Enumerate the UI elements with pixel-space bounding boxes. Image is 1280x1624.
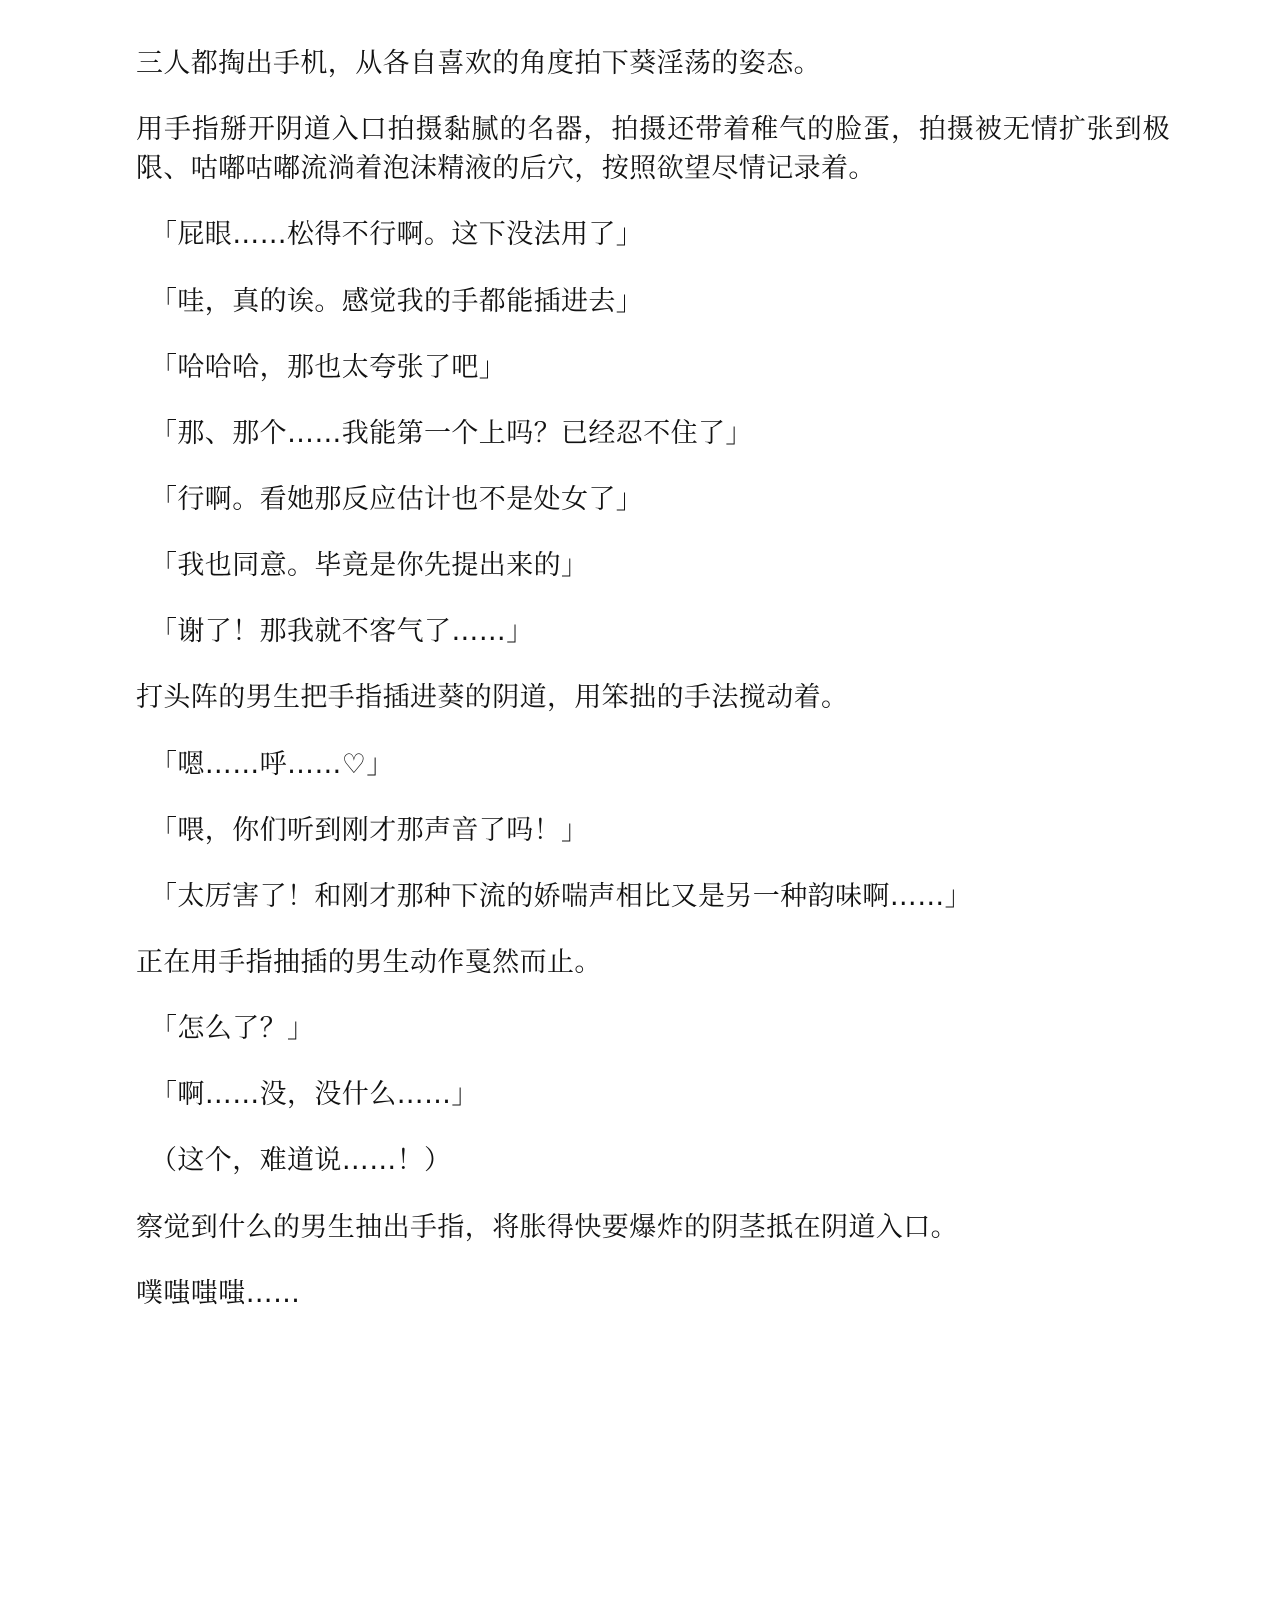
- narration-paragraph: 正在用手指抽插的男生动作戛然而止。: [136, 946, 602, 978]
- dialogue-line: 「哇，真的诶。感觉我的手都能插进去」: [150, 285, 644, 317]
- dialogue-line: 「啊……没，没什么……」: [150, 1079, 479, 1111]
- dialogue-line: 「哈哈哈，那也太夸张了吧」: [150, 351, 507, 383]
- dialogue-line: 「那、那个……我能第一个上吗？已经忍不住了」: [150, 417, 753, 449]
- dialogue-line: （这个，难道说……！）: [150, 1145, 452, 1177]
- dialogue-line: 「行啊。看她那反应估计也不是处女了」: [150, 483, 644, 515]
- dialogue-line: 「喂，你们听到刚才那声音了吗！」: [150, 814, 589, 846]
- dialogue-line: 「我也同意。毕竟是你先提出来的」: [150, 550, 589, 582]
- dialogue-line: 「太厉害了！和刚才那种下流的娇喘声相比又是另一种韵味啊……」: [150, 880, 972, 912]
- narration-paragraph: 打头阵的男生把手指插进葵的阴道，用笨拙的手法搅动着。: [136, 682, 849, 714]
- narration-paragraph: 三人都掏出手机，从各自喜欢的角度拍下葵淫荡的姿态。: [136, 48, 821, 79]
- document-body: [136, 44, 1170, 1313]
- dialogue-line: 「嗯……呼……♡」: [150, 748, 394, 780]
- narration-paragraph: 察觉到什么的男生抽出手指，将胀得快要爆炸的阴茎抵在阴道入口。: [136, 1211, 958, 1243]
- dialogue-line: 「屁眼……松得不行啊。这下没法用了」: [150, 219, 644, 251]
- narration-paragraph: 噗嗤嗤嗤……: [136, 1277, 301, 1309]
- narration-paragraph: 用手指掰开阴道入口拍摄黏腻的名器，拍摄还带着稚气的脸蛋，拍摄被无情扩张到极限、咕嘟咕嘟流淌着泡沫精液的后穴，按照欲望尽情记录着。: [136, 114, 1170, 185]
- dialogue-line: 「怎么了？」: [150, 1013, 315, 1045]
- dialogue-line: 「谢了！那我就不客气了……」: [150, 616, 534, 648]
